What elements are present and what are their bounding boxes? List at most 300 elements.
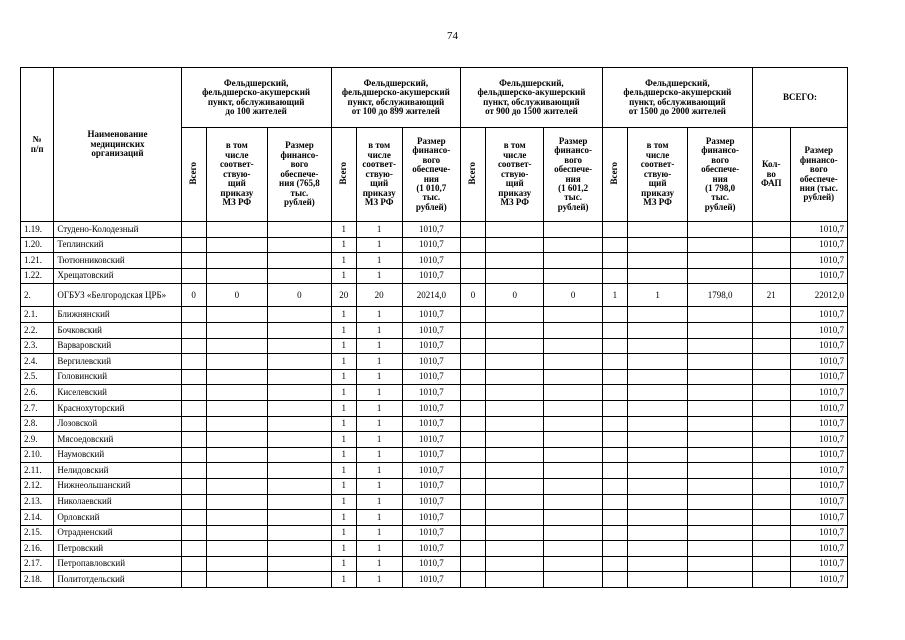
row-cell: 0: [206, 284, 268, 307]
row-cell: 1010,7: [402, 494, 460, 510]
row-cell: 1010,7: [402, 556, 460, 572]
row-cell: 1010,7: [790, 478, 848, 494]
row-cell: [627, 268, 687, 284]
row-cell: [752, 510, 790, 526]
row-cell: [544, 494, 602, 510]
row-cell: [461, 463, 486, 479]
row-cell: [181, 400, 206, 416]
header-g2-total: Всего: [331, 128, 356, 222]
row-cell: [688, 338, 753, 354]
row-cell: [544, 525, 602, 541]
row-cell: [602, 369, 627, 385]
row-cell: [461, 369, 486, 385]
row-org-name: Тютюнниковский: [54, 253, 181, 269]
table-header-groups: [21, 68, 848, 128]
row-cell: 1: [356, 432, 402, 448]
row-cell: [206, 447, 268, 463]
row-cell: [627, 416, 687, 432]
row-cell: [627, 572, 687, 588]
row-cell: [627, 494, 687, 510]
row-cell: 1010,7: [402, 253, 460, 269]
row-cell: [268, 541, 332, 557]
row-cell: [627, 354, 687, 370]
row-cell: [206, 556, 268, 572]
row-cell: 1010,7: [790, 525, 848, 541]
row-id: 2.8.: [21, 416, 54, 432]
row-cell: [752, 432, 790, 448]
row-org-name: Николаевский: [54, 494, 181, 510]
row-cell: [688, 369, 753, 385]
row-cell: 1010,7: [790, 510, 848, 526]
table-row: [21, 463, 848, 479]
row-org-name: Хрещатовский: [54, 268, 181, 284]
table-row: [21, 369, 848, 385]
row-cell: [486, 237, 544, 253]
header-org-name: Наименование медицинских организаций: [54, 68, 181, 222]
row-cell: 1010,7: [790, 572, 848, 588]
row-cell: [688, 541, 753, 557]
row-cell: [486, 268, 544, 284]
header-g2-fin: Размер финансо- вого обеспече- ния (1 010,7 тыс. рублей): [402, 128, 460, 222]
row-cell: [544, 510, 602, 526]
header-total-count: Кол- во ФАП: [752, 128, 790, 222]
row-cell: [206, 253, 268, 269]
table-row: [21, 525, 848, 541]
row-cell: 1: [356, 541, 402, 557]
row-cell: [486, 253, 544, 269]
row-cell: 1010,7: [790, 222, 848, 238]
header-group-3: Фельдшерский, фельдшерско-акушерский пункт, обслуживающий от 900 до 1500 жителей: [461, 68, 603, 128]
row-cell: [752, 385, 790, 401]
row-cell: 1: [331, 556, 356, 572]
row-cell: [461, 510, 486, 526]
row-org-name: Мясоедовский: [54, 432, 181, 448]
row-cell: [752, 494, 790, 510]
row-cell: [206, 463, 268, 479]
row-cell: 1: [331, 222, 356, 238]
table-row: [21, 268, 848, 284]
row-cell: [627, 541, 687, 557]
table-row: [21, 478, 848, 494]
row-id: 2.: [21, 284, 54, 307]
row-cell: [602, 354, 627, 370]
row-cell: 1: [331, 354, 356, 370]
row-cell: [206, 268, 268, 284]
row-cell: 1010,7: [402, 525, 460, 541]
table-row: [21, 400, 848, 416]
row-id: 2.2.: [21, 322, 54, 338]
row-cell: 1: [331, 510, 356, 526]
header-g1-total: Всего: [181, 128, 206, 222]
row-cell: [461, 385, 486, 401]
row-cell: [181, 432, 206, 448]
row-cell: [602, 237, 627, 253]
row-cell: 1: [356, 307, 402, 323]
row-cell: 1: [356, 525, 402, 541]
row-id: 2.14.: [21, 510, 54, 526]
row-cell: [486, 432, 544, 448]
row-org-name: Наумовский: [54, 447, 181, 463]
row-id: 2.12.: [21, 478, 54, 494]
table-row: [21, 253, 848, 269]
row-cell: [486, 447, 544, 463]
row-cell: [486, 400, 544, 416]
row-cell: 1: [356, 369, 402, 385]
row-cell: [268, 307, 332, 323]
table-row: [21, 354, 848, 370]
table-row: [21, 284, 848, 307]
row-cell: [486, 478, 544, 494]
row-cell: 1010,7: [790, 432, 848, 448]
row-cell: [544, 354, 602, 370]
row-cell: [181, 494, 206, 510]
row-cell: [461, 354, 486, 370]
row-cell: 1: [331, 494, 356, 510]
table-row: [21, 338, 848, 354]
row-cell: [461, 237, 486, 253]
row-cell: [486, 338, 544, 354]
row-cell: [181, 307, 206, 323]
financing-table: [20, 67, 848, 588]
row-org-name: Петропавловский: [54, 556, 181, 572]
row-cell: [268, 463, 332, 479]
row-cell: [544, 237, 602, 253]
row-cell: [602, 432, 627, 448]
row-cell: 1: [356, 510, 402, 526]
row-id: 2.16.: [21, 541, 54, 557]
row-cell: [688, 447, 753, 463]
row-cell: [602, 268, 627, 284]
row-cell: [181, 478, 206, 494]
row-cell: [602, 541, 627, 557]
row-cell: [206, 572, 268, 588]
row-cell: [688, 494, 753, 510]
table-row: [21, 432, 848, 448]
row-org-name: Ближнянский: [54, 307, 181, 323]
table-row: [21, 572, 848, 588]
row-cell: [602, 253, 627, 269]
row-cell: [602, 447, 627, 463]
row-id: 1.20.: [21, 237, 54, 253]
row-cell: [486, 354, 544, 370]
header-total: ВСЕГО:: [752, 68, 847, 128]
row-cell: [688, 237, 753, 253]
row-cell: 1010,7: [402, 268, 460, 284]
row-cell: 1: [331, 237, 356, 253]
table-row: [21, 416, 848, 432]
row-cell: [181, 385, 206, 401]
row-id: 2.1.: [21, 307, 54, 323]
row-cell: [268, 416, 332, 432]
row-org-name: Теплинский: [54, 237, 181, 253]
row-cell: [181, 463, 206, 479]
row-cell: 1: [331, 385, 356, 401]
row-cell: [181, 510, 206, 526]
row-id: 2.3.: [21, 338, 54, 354]
row-cell: [206, 338, 268, 354]
row-cell: 1: [331, 463, 356, 479]
row-cell: 1: [356, 222, 402, 238]
row-id: 2.6.: [21, 385, 54, 401]
row-cell: [268, 400, 332, 416]
row-cell: 1010,7: [790, 494, 848, 510]
row-org-name: ОГБУЗ «Белгородская ЦРБ»: [54, 284, 181, 307]
row-cell: 1: [356, 463, 402, 479]
row-org-name: Студено-Колодезный: [54, 222, 181, 238]
row-cell: [181, 338, 206, 354]
row-cell: [602, 385, 627, 401]
row-cell: [206, 222, 268, 238]
row-cell: [486, 307, 544, 323]
row-org-name: Головинский: [54, 369, 181, 385]
row-cell: [688, 400, 753, 416]
row-cell: [688, 463, 753, 479]
row-cell: [688, 416, 753, 432]
row-cell: [544, 463, 602, 479]
row-cell: [752, 268, 790, 284]
row-cell: 1010,7: [790, 253, 848, 269]
row-cell: [461, 541, 486, 557]
row-cell: [544, 416, 602, 432]
row-cell: [752, 463, 790, 479]
row-cell: [544, 556, 602, 572]
row-cell: [268, 268, 332, 284]
row-cell: [752, 447, 790, 463]
row-org-name: Лозовской: [54, 416, 181, 432]
table-row: [21, 237, 848, 253]
row-cell: 1010,7: [790, 322, 848, 338]
row-cell: [486, 385, 544, 401]
row-cell: [602, 400, 627, 416]
row-cell: [688, 572, 753, 588]
row-cell: 1010,7: [790, 237, 848, 253]
row-cell: [752, 222, 790, 238]
row-cell: [752, 525, 790, 541]
row-cell: [544, 541, 602, 557]
header-g1-incl: в том числе соответ- ствую- щий приказу МЗ РФ: [206, 128, 268, 222]
row-cell: [627, 237, 687, 253]
row-cell: [181, 572, 206, 588]
row-cell: 1: [356, 268, 402, 284]
row-cell: [181, 354, 206, 370]
table-row: [21, 541, 848, 557]
row-cell: 1010,7: [790, 369, 848, 385]
row-org-name: Варваровский: [54, 338, 181, 354]
row-cell: 1: [356, 572, 402, 588]
row-cell: 1: [356, 494, 402, 510]
row-cell: 1010,7: [402, 572, 460, 588]
row-cell: [461, 222, 486, 238]
header-num: № п/п: [21, 68, 54, 222]
row-cell: [627, 307, 687, 323]
row-cell: [268, 253, 332, 269]
row-cell: [181, 237, 206, 253]
row-id: 2.11.: [21, 463, 54, 479]
row-cell: 1: [602, 284, 627, 307]
row-cell: [461, 307, 486, 323]
header-g4-fin: Размер финансо- вого обеспече- ния (1 798,0 тыс. рублей): [688, 128, 753, 222]
row-cell: 20: [331, 284, 356, 307]
row-cell: [752, 322, 790, 338]
row-cell: [602, 222, 627, 238]
row-cell: [486, 322, 544, 338]
table-row: [21, 494, 848, 510]
row-cell: [544, 385, 602, 401]
row-cell: 1010,7: [402, 385, 460, 401]
row-cell: [688, 478, 753, 494]
row-cell: 0: [486, 284, 544, 307]
row-id: 1.19.: [21, 222, 54, 238]
row-cell: 1010,7: [402, 338, 460, 354]
table-row: [21, 307, 848, 323]
row-cell: [627, 338, 687, 354]
row-cell: [688, 510, 753, 526]
header-group-1: Фельдшерский, фельдшерско-акушерский пункт, обслуживающий до 100 жителей: [181, 68, 331, 128]
row-cell: [268, 338, 332, 354]
row-cell: [752, 354, 790, 370]
row-cell: [206, 432, 268, 448]
row-cell: [206, 416, 268, 432]
table-row: [21, 322, 848, 338]
row-cell: [181, 556, 206, 572]
row-cell: 1: [331, 541, 356, 557]
row-cell: 1: [356, 447, 402, 463]
row-cell: [688, 268, 753, 284]
row-cell: [602, 416, 627, 432]
row-cell: 1010,7: [790, 385, 848, 401]
row-cell: [181, 525, 206, 541]
row-id: 2.9.: [21, 432, 54, 448]
row-cell: [752, 307, 790, 323]
table-row: [21, 222, 848, 238]
row-cell: 0: [544, 284, 602, 307]
row-cell: 1: [356, 556, 402, 572]
row-id: 2.15.: [21, 525, 54, 541]
row-cell: [486, 416, 544, 432]
row-cell: [627, 432, 687, 448]
row-cell: 22012,0: [790, 284, 848, 307]
row-cell: [602, 322, 627, 338]
row-cell: 1010,7: [402, 354, 460, 370]
row-org-name: Нижнеольшанский: [54, 478, 181, 494]
row-cell: 1: [331, 338, 356, 354]
row-cell: 1: [627, 284, 687, 307]
row-id: 2.18.: [21, 572, 54, 588]
row-cell: [181, 369, 206, 385]
row-cell: [602, 556, 627, 572]
row-cell: [206, 354, 268, 370]
row-cell: [752, 369, 790, 385]
row-cell: [486, 510, 544, 526]
table-row: [21, 510, 848, 526]
row-org-name: Петровский: [54, 541, 181, 557]
row-cell: [268, 447, 332, 463]
row-cell: [752, 541, 790, 557]
row-org-name: Киселевский: [54, 385, 181, 401]
row-org-name: Бочковский: [54, 322, 181, 338]
row-cell: [688, 525, 753, 541]
row-cell: [627, 400, 687, 416]
row-cell: 1010,7: [790, 338, 848, 354]
header-g3-incl: в том числе соответ- ствую- щий приказу МЗ РФ: [486, 128, 544, 222]
header-g3-fin: Размер финансо- вого обеспече- ния (1 601,2 тыс. рублей): [544, 128, 602, 222]
table-row: [21, 385, 848, 401]
row-cell: [752, 416, 790, 432]
row-cell: [688, 253, 753, 269]
row-id: 2.7.: [21, 400, 54, 416]
row-cell: 1: [331, 432, 356, 448]
row-cell: [268, 478, 332, 494]
row-cell: [627, 385, 687, 401]
row-cell: 1: [356, 322, 402, 338]
row-cell: [486, 369, 544, 385]
row-cell: [268, 322, 332, 338]
row-cell: [688, 556, 753, 572]
row-cell: [461, 556, 486, 572]
row-cell: [602, 510, 627, 526]
row-cell: [268, 510, 332, 526]
row-cell: 1010,7: [790, 268, 848, 284]
row-cell: [206, 494, 268, 510]
row-cell: [602, 572, 627, 588]
row-cell: 1010,7: [402, 322, 460, 338]
row-id: 2.4.: [21, 354, 54, 370]
row-cell: 1: [331, 447, 356, 463]
row-cell: 1010,7: [402, 416, 460, 432]
row-cell: 1010,7: [402, 400, 460, 416]
row-cell: [602, 307, 627, 323]
row-cell: 1: [331, 268, 356, 284]
row-cell: [544, 338, 602, 354]
row-cell: 1010,7: [790, 556, 848, 572]
row-cell: 20214,0: [402, 284, 460, 307]
row-cell: [268, 237, 332, 253]
row-cell: [688, 385, 753, 401]
row-cell: [206, 237, 268, 253]
row-cell: [268, 222, 332, 238]
row-cell: [752, 478, 790, 494]
row-cell: [627, 447, 687, 463]
row-cell: 1010,7: [402, 369, 460, 385]
row-cell: [752, 572, 790, 588]
row-cell: 1: [331, 253, 356, 269]
row-cell: [486, 556, 544, 572]
row-cell: [486, 222, 544, 238]
row-cell: [181, 268, 206, 284]
row-cell: 1010,7: [402, 222, 460, 238]
row-cell: [268, 494, 332, 510]
row-cell: [206, 322, 268, 338]
row-cell: 1: [356, 385, 402, 401]
row-cell: [268, 354, 332, 370]
header-g1-fin: Размер финансо- вого обеспече- ния (765,8 тыс. рублей): [268, 128, 332, 222]
row-cell: [206, 307, 268, 323]
row-id: 2.17.: [21, 556, 54, 572]
row-cell: [688, 222, 753, 238]
row-cell: 1: [331, 572, 356, 588]
row-cell: [752, 338, 790, 354]
row-cell: [461, 478, 486, 494]
row-cell: [627, 222, 687, 238]
row-cell: [627, 556, 687, 572]
row-cell: 1: [356, 416, 402, 432]
row-cell: 20: [356, 284, 402, 307]
row-cell: 1010,7: [790, 447, 848, 463]
row-cell: [752, 237, 790, 253]
row-cell: [544, 222, 602, 238]
row-cell: 1010,7: [402, 432, 460, 448]
row-cell: [206, 385, 268, 401]
